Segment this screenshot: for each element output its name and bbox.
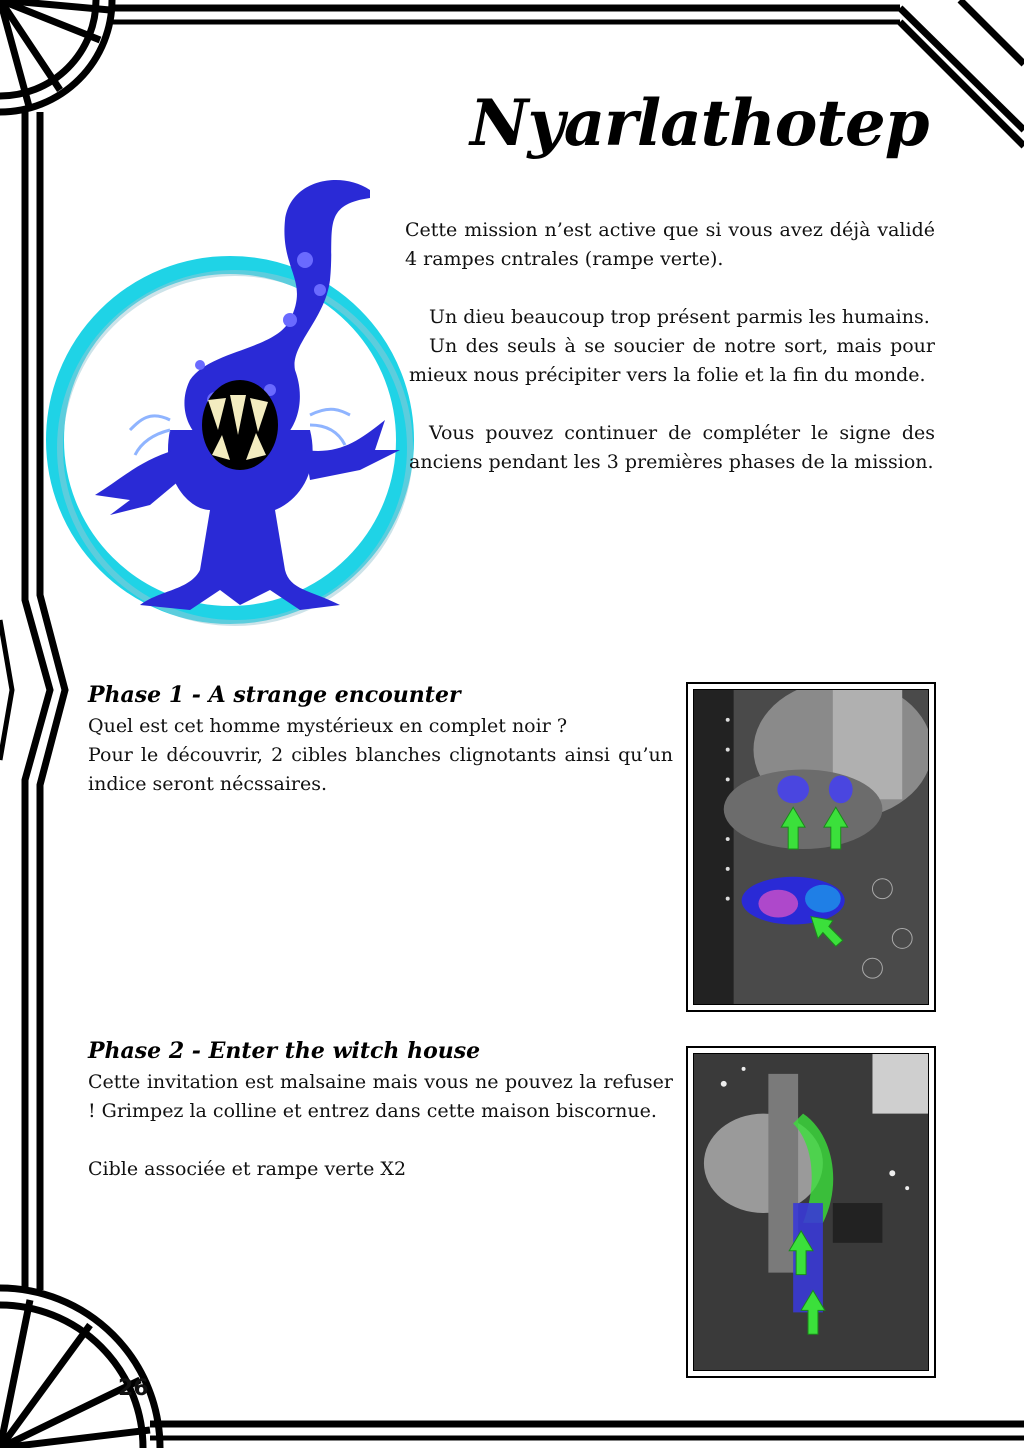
intro-text	[405, 216, 935, 477]
phase-1-line-1: Quel est cet homme mystérieux en complet noir ?	[88, 715, 568, 737]
page-number: 26	[118, 1376, 149, 1401]
phase-1-photo	[686, 682, 936, 1012]
phase-1-line-2: Pour le découvrir, 2 cibles blanches clignotants ainsi qu’un indice seront nécssaires.	[88, 744, 673, 795]
phase-1-title: Phase 1 - A strange encounter	[88, 682, 461, 708]
phase-2-title: Phase 2 - Enter the witch house	[88, 1038, 481, 1064]
phase-1-body	[88, 712, 673, 799]
page-title: Nyarlathotep	[470, 86, 929, 161]
phase-2-body	[88, 1068, 673, 1184]
description-text-1: Un dieu beaucoup trop présent parmis les humains.	[429, 306, 930, 328]
nyarlathotep-illustration	[40, 150, 420, 630]
description-text-2: Un des seuls à se soucier de notre sort, mais pour mieux nous précipiter vers la folie et la fin du monde.	[409, 335, 935, 386]
requirement-text: Cette mission n’est active que si vous avez déjà validé 4 rampes cntrales (rampe verte).	[405, 219, 935, 270]
phase-2-playfield-image	[694, 1054, 928, 1370]
phase-1-playfield-image	[694, 690, 928, 1004]
continue-note: Vous pouvez continuer de compléter le signe des anciens pendant les 3 premières phases de la mission.	[409, 422, 935, 473]
phase-2-photo	[686, 1046, 936, 1378]
phase-2-line-2: Cible associée et rampe verte X2	[88, 1158, 407, 1180]
phase-2-line-1: Cette invitation est malsaine mais vous ne pouvez la refuser ! Grimpez la colline et entrez dans cette maison biscornue.	[88, 1071, 673, 1122]
